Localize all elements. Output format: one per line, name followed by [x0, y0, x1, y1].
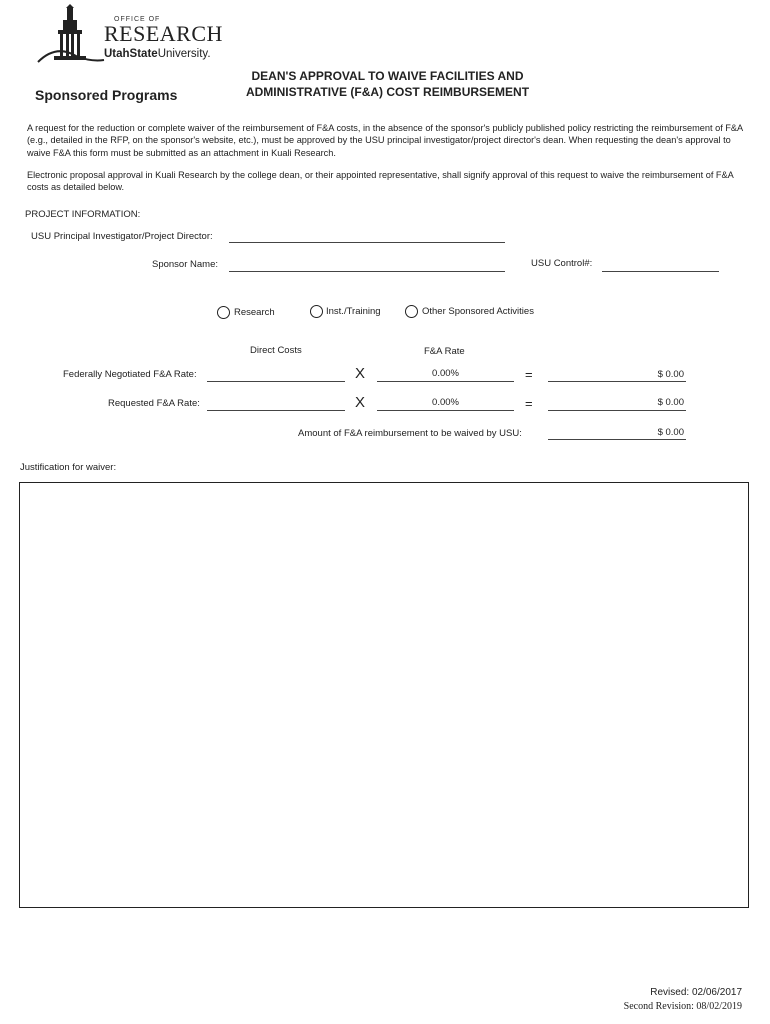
radio-research[interactable] — [217, 306, 230, 319]
logo-usu-bold: UtahState — [104, 48, 158, 60]
form-title — [205, 68, 570, 100]
pi-field[interactable] — [229, 242, 505, 243]
federal-times-symbol: X — [355, 365, 366, 382]
intro-paragraph-1: A request for the reduction or complete waiver of the reimbursement of F&A costs, in the absence of the sponsor's publicly published policy restricting the reimbursement of F&A (e.g., detailed in the RFP, on the sponsor's website, etc.), must be approved by the USU principal investigator/project director's dean. When requesting the dean's approval to waive F&A this form must be submitted as an attachment in Kuali Research. — [27, 123, 743, 158]
form-title-line1: DEAN'S APPROVAL TO WAIVE FACILITIES AND — [251, 69, 524, 83]
federal-total-field[interactable] — [548, 381, 686, 382]
radio-inst-training-label: Inst./Training — [326, 306, 381, 317]
requested-rate-value: 0.00% — [432, 397, 459, 408]
form-title-line2: ADMINISTRATIVE (F&A) COST REIMBURSEMENT — [245, 85, 530, 99]
sponsor-field[interactable] — [229, 271, 505, 272]
waived-total-value: $ 0.00 — [657, 427, 684, 438]
intro-paragraph-2: Electronic proposal approval in Kuali Research by the college dean, or their appointed representative, shall signify approval of this request to waive the reimbursement of F&A costs as detailed below. — [27, 170, 734, 193]
logo-usu-regular: University. — [157, 48, 211, 60]
control-label: USU Control#: — [531, 258, 593, 269]
old-main-building-icon — [36, 4, 106, 64]
requested-total-field[interactable] — [548, 410, 686, 411]
logo-office-of: OFFICE OF — [114, 16, 161, 23]
radio-other-activities-label: Other Sponsored Activities — [422, 306, 534, 317]
fa-rate-header: F&A Rate — [424, 346, 465, 357]
direct-costs-header: Direct Costs — [250, 345, 302, 356]
justification-textarea[interactable] — [19, 482, 749, 908]
requested-rate-label: Requested F&A Rate: — [108, 398, 200, 409]
federal-equals-symbol: = — [525, 367, 533, 382]
project-info-heading: PROJECT INFORMATION: — [25, 209, 141, 220]
requested-direct-costs-field[interactable] — [207, 410, 345, 411]
federal-rate-field[interactable] — [377, 381, 514, 382]
radio-other-activities[interactable] — [405, 305, 418, 318]
federal-rate-value: 0.00% — [432, 368, 459, 379]
federal-direct-costs-field[interactable] — [207, 381, 345, 382]
logo-research: RESEARCH — [104, 21, 223, 46]
federal-total-value: $ 0.00 — [657, 369, 684, 380]
sponsor-label: Sponsor Name: — [152, 259, 219, 270]
department-name: Sponsored Programs — [35, 87, 178, 103]
revised-date: Revised: 02/06/2017 — [650, 987, 742, 998]
second-revision-date: Second Revision: 08/02/2019 — [623, 1001, 742, 1012]
requested-equals-symbol: = — [525, 396, 533, 411]
pi-label: USU Principal Investigator/Project Director: — [31, 231, 213, 242]
waived-amount-label: Amount of F&A reimbursement to be waived by USU: — [298, 428, 522, 439]
logo-usu — [104, 48, 211, 60]
federal-rate-label: Federally Negotiated F&A Rate: — [63, 369, 197, 380]
control-field[interactable] — [602, 271, 719, 272]
justification-label: Justification for waiver: — [20, 462, 117, 473]
usu-research-logo — [36, 4, 226, 64]
radio-research-label: Research — [234, 307, 275, 318]
requested-times-symbol: X — [355, 394, 366, 411]
requested-rate-field[interactable] — [377, 410, 514, 411]
radio-inst-training[interactable] — [310, 305, 323, 318]
waived-total-field[interactable] — [548, 439, 686, 440]
requested-total-value: $ 0.00 — [657, 397, 684, 408]
